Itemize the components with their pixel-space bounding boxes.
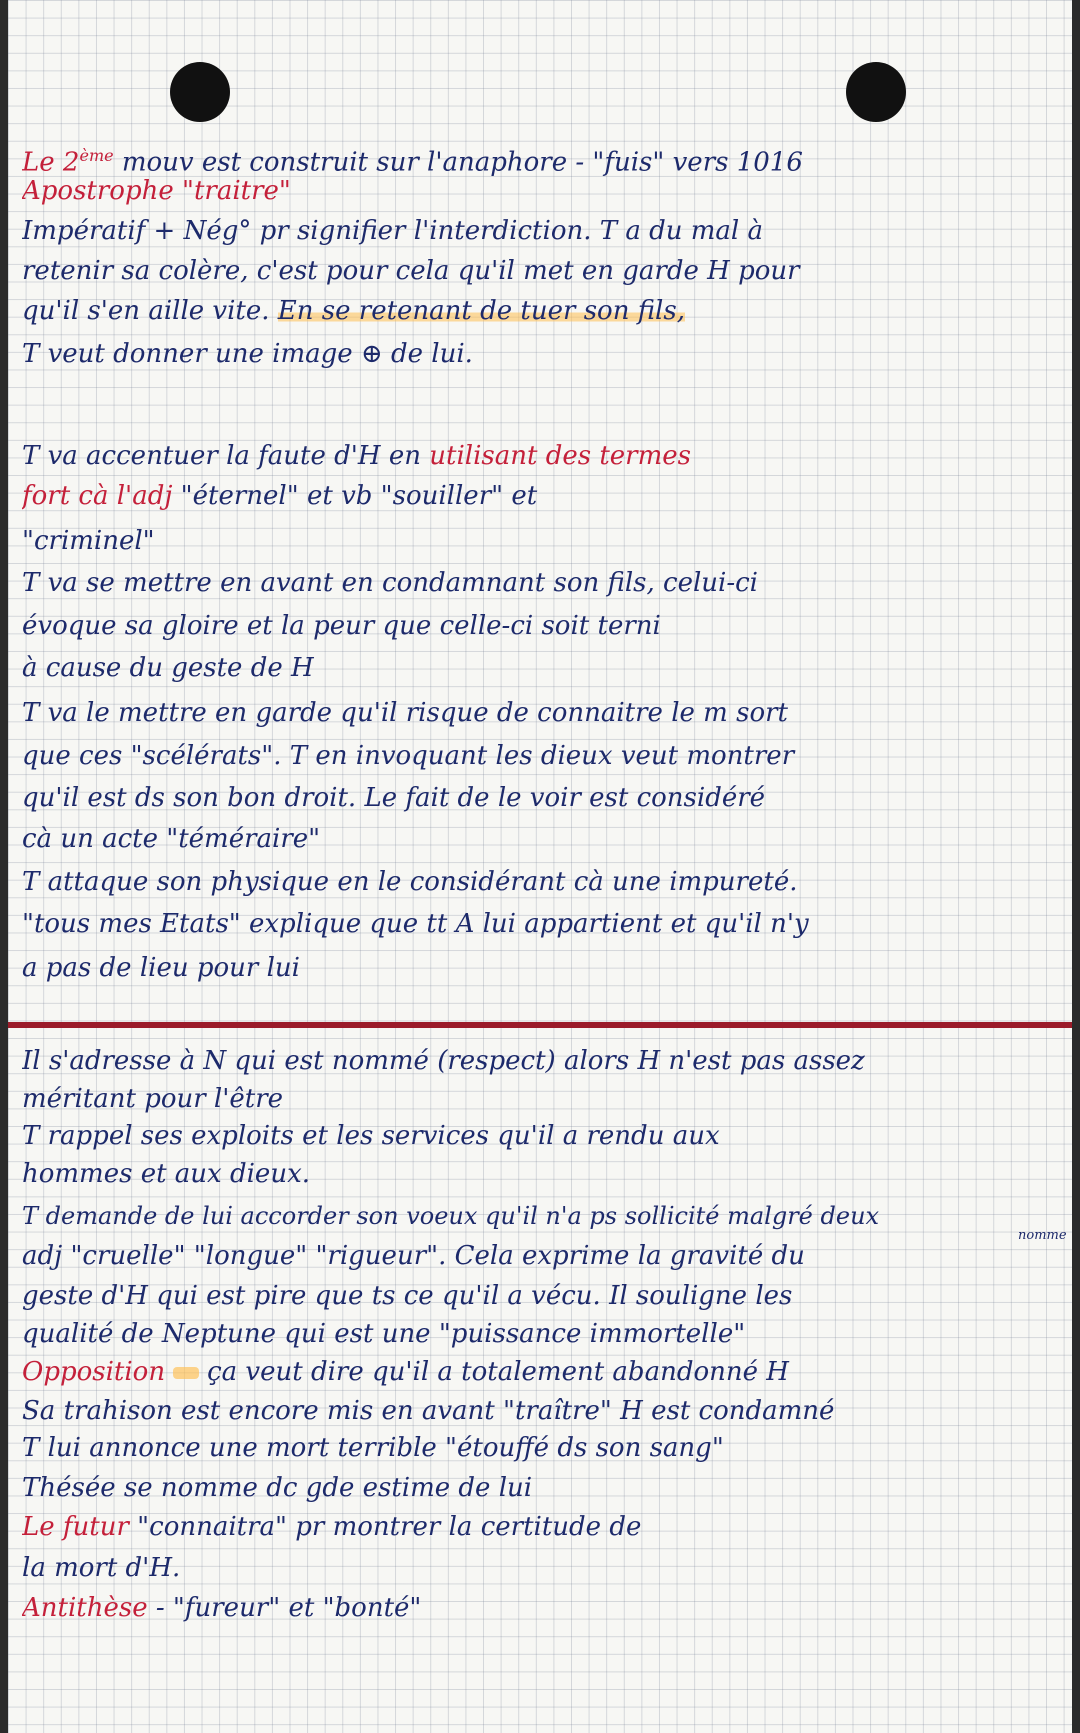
note-line: la mort d'H. xyxy=(22,1553,181,1583)
notebook-page xyxy=(8,0,1072,1733)
note-line: T demande de lui accorder son voeux qu'il n'a ps sollicité malgré deux xyxy=(22,1202,880,1230)
note-line: à cause du geste de H xyxy=(22,653,314,683)
red-text: Le futur xyxy=(22,1512,129,1542)
red-text: Antithèse xyxy=(22,1593,148,1623)
note-line xyxy=(22,1356,1062,1388)
note-line: T lui annonce une mort terrible "étouffé ds son sang" xyxy=(22,1433,724,1463)
note-line: hommes et aux dieux. xyxy=(22,1159,310,1189)
note-line: Sa trahison est encore mis en avant "traître" H est condamné xyxy=(22,1396,835,1426)
blue-text: qu'il s'en aille vite. xyxy=(22,296,278,326)
note-line xyxy=(22,1592,1062,1624)
note-line xyxy=(22,440,1062,472)
punch-hole-left xyxy=(170,62,230,122)
superscript: ème xyxy=(79,146,114,165)
note-line: T va le mettre en garde qu'il risque de connaitre le m sort xyxy=(22,698,788,728)
blue-text: - "fureur" et "bonté" xyxy=(147,1593,422,1623)
red-text: Le 2 xyxy=(22,147,80,178)
note-line: adj "cruelle" "longue" "rigueur". Cela exprime la gravité du xyxy=(22,1241,805,1271)
note-line: évoque sa gloire et la peur que celle-ci soit terni xyxy=(22,611,661,641)
blue-text: "connaitra" pr montrer la certitude de xyxy=(128,1512,642,1542)
punch-hole-right xyxy=(846,62,906,122)
note-line: "tous mes Etats" explique que tt A lui appartient et qu'il n'y xyxy=(22,909,809,939)
note-line: T attaque son physique en le considérant cà une impureté. xyxy=(22,867,798,897)
blue-text: ça veut dire qu'il a totalement abandonné H xyxy=(207,1357,789,1387)
blue-text: "éternel" et vb "souiller" et xyxy=(172,481,538,511)
note-line xyxy=(22,295,1062,327)
note-line: retenir sa colère, c'est pour cela qu'il met en garde H pour xyxy=(22,256,800,286)
note-line: Impératif + Nég° pr signifier l'interdiction. T a du mal à xyxy=(22,216,764,246)
red-text: fort cà l'adj xyxy=(22,481,173,511)
note-line: cà un acte "téméraire" xyxy=(22,824,321,854)
note-line: Apostrophe "traitre" xyxy=(22,176,291,206)
note-line: Thésée se nomme dc gde estime de lui xyxy=(22,1473,533,1503)
red-margin-line xyxy=(8,1022,1072,1028)
note-line: T va se mettre en avant en condamnant son fils, celui-ci xyxy=(22,568,758,598)
note-line: a pas de lieu pour lui xyxy=(22,953,300,983)
note-line: méritant pour l'être xyxy=(22,1084,284,1114)
note-line xyxy=(22,1511,1062,1543)
note-line xyxy=(22,480,1062,512)
note-line: qualité de Neptune qui est une "puissance immortelle" xyxy=(22,1319,746,1349)
note-line: qu'il est ds son bon droit. Le fait de le voir est considéré xyxy=(22,783,766,813)
note-line: geste d'H qui est pire que ts ce qu'il a vécu. Il souligne les xyxy=(22,1281,793,1311)
note-line: "criminel" xyxy=(22,526,155,556)
note-line: que ces "scélérats". T en invoquant les dieux veut montrer xyxy=(22,741,795,771)
note-line xyxy=(22,140,1062,179)
highlight-mark xyxy=(173,1367,199,1379)
blue-text: mouv est construit sur l'anaphore - "fuis" vers 1016 xyxy=(113,147,803,178)
note-line: T rappel ses exploits et les services qu'il a rendu aux xyxy=(22,1121,720,1151)
red-text: utilisant des termes xyxy=(429,441,691,471)
highlighted-text: En se retenant de tuer son fils, xyxy=(277,296,685,326)
margin-annotation: nomme xyxy=(1018,1228,1067,1243)
blue-text: T va accentuer la faute d'H en xyxy=(22,441,430,471)
red-text: Opposition xyxy=(22,1357,166,1387)
note-line: Il s'adresse à N qui est nommé (respect) alors H n'est pas assez xyxy=(22,1046,865,1076)
note-line: T veut donner une image ⊕ de lui. xyxy=(22,339,473,369)
